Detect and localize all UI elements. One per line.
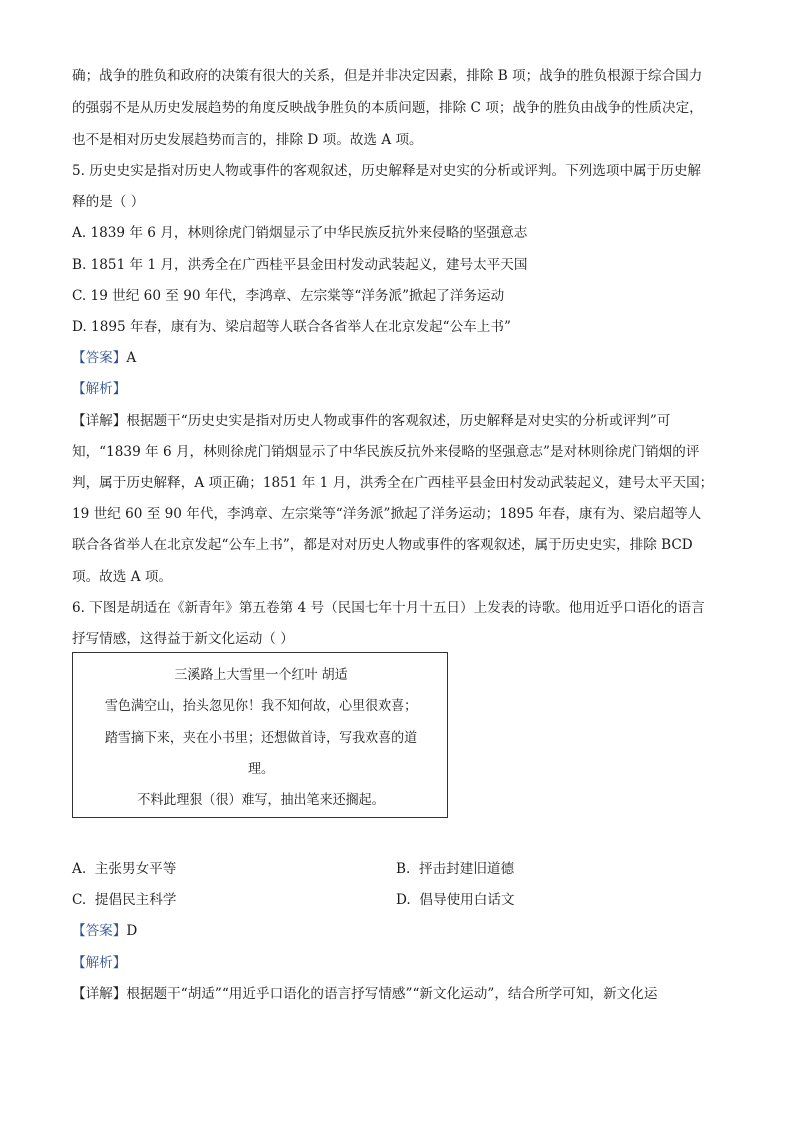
option-text: 提倡民主科学 bbox=[94, 892, 177, 908]
q5-detail-line: 19 世纪 60 至 90 年代，李鸿章、左宗棠等“洋务派”掀起了洋务运动；1895 年春，康有为、梁启超等人 bbox=[72, 506, 702, 522]
option-text: 主张男女平等 bbox=[94, 861, 177, 877]
q5-answer bbox=[72, 348, 136, 368]
option-letter: D. bbox=[396, 892, 411, 908]
poem-line: 不料此理狠（很）难写，抽出笔来还搁起。 bbox=[137, 792, 385, 808]
detail-tag: 【详解】 bbox=[72, 413, 127, 429]
option-letter: A. bbox=[72, 861, 87, 877]
detail-text: 根据题干“胡适”“用近乎口语化的语言抒写情感”“新文化运动”，结合所学可知，新文化运 bbox=[126, 986, 658, 1002]
option-letter: C. bbox=[72, 892, 87, 908]
q5-detail-line bbox=[72, 411, 670, 431]
option-letter: B. bbox=[396, 861, 411, 877]
q5-option-c: C. 19 世纪 60 至 90 年代，李鸿章、左宗棠等“洋务派”掀起了洋务运动 bbox=[72, 288, 505, 304]
answer-value: A bbox=[126, 350, 137, 366]
q6-option-c bbox=[72, 890, 176, 910]
q5-stem-line: 5. 历史史实是指对历史人物或事件的客观叙述，历史解释是对史实的分析或评判。下列选项中属于历史解 bbox=[72, 163, 702, 179]
q6-stem-line: 抒写情感，这得益于新文化运动（ ） bbox=[72, 631, 294, 647]
poem-line: 踏雪摘下来，夹在小书里；还想做首诗，写我欢喜的道 bbox=[104, 730, 418, 746]
prev-explanation-line: 也不是相对历史发展趋势而言的，排除 D 项。故选 A 项。 bbox=[72, 132, 423, 148]
q5-option-b: B. 1851 年 1 月，洪秀全在广西桂平县金田村发动武装起义，建号太平天国 bbox=[72, 257, 528, 273]
q6-option-b bbox=[396, 859, 514, 879]
poem-line: 理。 bbox=[247, 761, 275, 777]
q6-option-a bbox=[72, 859, 176, 879]
q6-analysis-heading bbox=[72, 953, 126, 973]
answer-value: D bbox=[126, 923, 138, 939]
answer-tag: 【答案】 bbox=[72, 350, 127, 366]
poem-line: 雪色满空山，抬头忽见你！我不知何故，心里很欢喜； bbox=[104, 698, 418, 714]
detail-tag: 【详解】 bbox=[72, 986, 127, 1002]
q6-detail-line bbox=[72, 984, 657, 1004]
q6-answer bbox=[72, 921, 137, 941]
q5-stem-line: 释的是（ ） bbox=[72, 194, 145, 210]
q5-option-a: A. 1839 年 6 月，林则徐虎门销烟显示了中华民族反抗外来侵略的坚强意志 bbox=[72, 225, 528, 241]
q5-detail-line: 知，“1839 年 6 月，林则徐虎门销烟显示了中华民族反抗外来侵略的坚强意志”是对林则徐虎门销烟的评 bbox=[72, 444, 700, 460]
answer-tag: 【答案】 bbox=[72, 923, 127, 939]
q5-detail-line: 判，属于历史解释，A 项正确；1851 年 1 月，洪秀全在广西桂平县金田村发动武装起义，建号太平天国； bbox=[72, 475, 714, 491]
q5-analysis-heading bbox=[72, 379, 126, 399]
poem-title: 三溪路上大雪里一个红叶 胡适 bbox=[174, 667, 348, 683]
detail-text: 根据题干“历史史实是指对历史人物或事件的客观叙述，历史解释是对史实的分析或评判”可 bbox=[126, 413, 671, 429]
analysis-tag: 【解析】 bbox=[72, 955, 127, 971]
q6-option-d bbox=[396, 890, 515, 910]
q5-detail-line: 项。故选 A 项。 bbox=[72, 569, 173, 585]
q5-detail-line: 联合各省举人在北京发起“公车上书”，都是对对历史人物或事件的客观叙述，属于历史史实，排除 BCD bbox=[72, 537, 693, 553]
option-text: 抨击封建旧道德 bbox=[418, 861, 515, 877]
prev-explanation-line: 的强弱不是从历史发展趋势的角度反映战争胜负的本质问题，排除 C 项；战争的胜负由战争的性质决定， bbox=[72, 100, 703, 116]
q5-option-d: D. 1895 年春，康有为、梁启超等人联合各省举人在北京发起“公车上书” bbox=[72, 319, 511, 335]
option-text: 倡导使用白话文 bbox=[419, 892, 515, 908]
analysis-tag: 【解析】 bbox=[72, 381, 127, 397]
prev-explanation-line: 确；战争的胜负和政府的决策有很大的关系，但是并非决定因素，排除 B 项；战争的胜负根源于综合国力 bbox=[72, 68, 703, 84]
poem-box bbox=[72, 652, 448, 818]
q6-stem-line: 6. 下图是胡适在《新青年》第五卷第 4 号（民国七年十月十五日）上发表的诗歌。他用近乎口语化的语言 bbox=[72, 600, 705, 616]
